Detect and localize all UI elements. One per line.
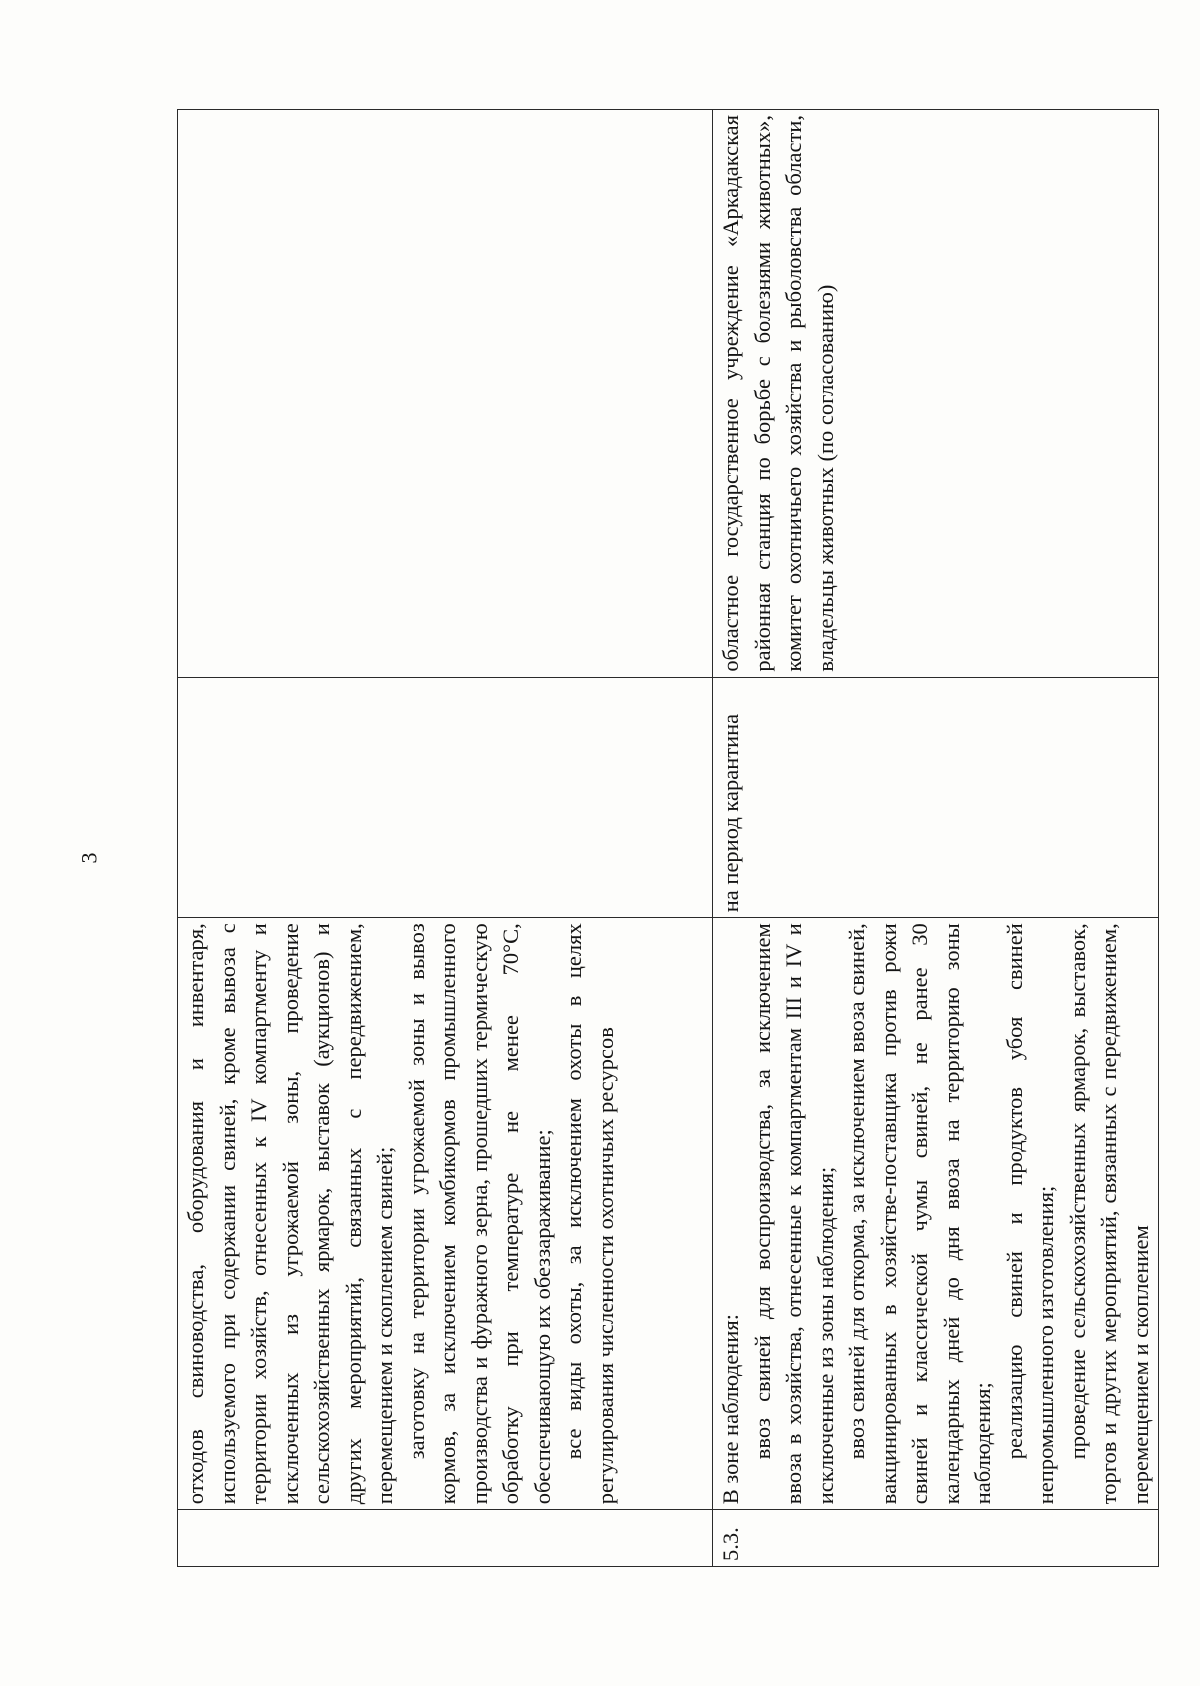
page-number: 3	[76, 852, 102, 864]
measures-table	[177, 109, 1159, 1567]
term-cell: на период карантина	[713, 677, 1159, 918]
measure-text-cell	[713, 918, 1159, 1510]
responsible-cell	[713, 110, 1159, 678]
measure-paragraph: проведение сельскохозяйственных ярмарок, выставок, торгов и других мероприятий, связанных с передвижением, перемещением и скоплением	[1064, 923, 1153, 1505]
responsible-text: областное государственное учреждение «Аркадакская районная станция по борьбе с болезнями животных», комитет охотничьего хозяйства и рыболовства области, владельцы животных (по согласованию)	[718, 115, 838, 672]
measure-paragraph: ввоз свиней для воспроизводства, за исключением ввоза в хозяйства, отнесенные к компартментам III и IV и исключенные из зоны наблюдения;	[749, 923, 838, 1505]
term-cell	[178, 677, 713, 918]
measure-paragraph: заготовку на территории угрожаемой зоны и вывоз кормов, за исключением комбикормов промышленного производства и фуражного зерна, прошедших термическую обработку при температуре не менее 70°С, обеспечивающую их обеззараживание;	[403, 923, 555, 1505]
item-number-cell: 5.3.	[713, 1510, 1159, 1567]
responsible-cell	[178, 110, 713, 678]
measure-paragraph: В зоне наблюдения:	[718, 1314, 743, 1505]
rotated-page-content	[177, 109, 1153, 1567]
table-row	[178, 110, 713, 1567]
measure-paragraph: отходов свиноводства, оборудования и инвентаря, используемого при содержании свиней, кроме вывоза с территории хозяйств, отнесенных к IV компартменту и исключенных из угрожаемой зоны, проведение сельскохозяйственных ярмарок, выставок (аукционов) и других мероприятий, связанных с передвижением, перемещением и скоплением свиней;	[183, 923, 397, 1505]
measure-paragraph: ввоз свиней для откорма, за исключением ввоза свиней, вакцинированных в хозяйстве-поставщика против рожи свиней и классической чумы свиней, не ранее 30 календарных дней до дня ввоза на территорию зоны наблюдения;	[844, 923, 995, 1505]
table-row	[713, 110, 1159, 1567]
measure-text-cell	[178, 918, 713, 1510]
measure-paragraph: все виды охоты, за исключением охоты в целях регулирования численности охотничьих ресурсов	[561, 923, 618, 1505]
item-number-cell	[178, 1510, 713, 1567]
measure-paragraph: реализацию свиней и продуктов убоя свиней непромышленного изготовления;	[1001, 923, 1058, 1505]
